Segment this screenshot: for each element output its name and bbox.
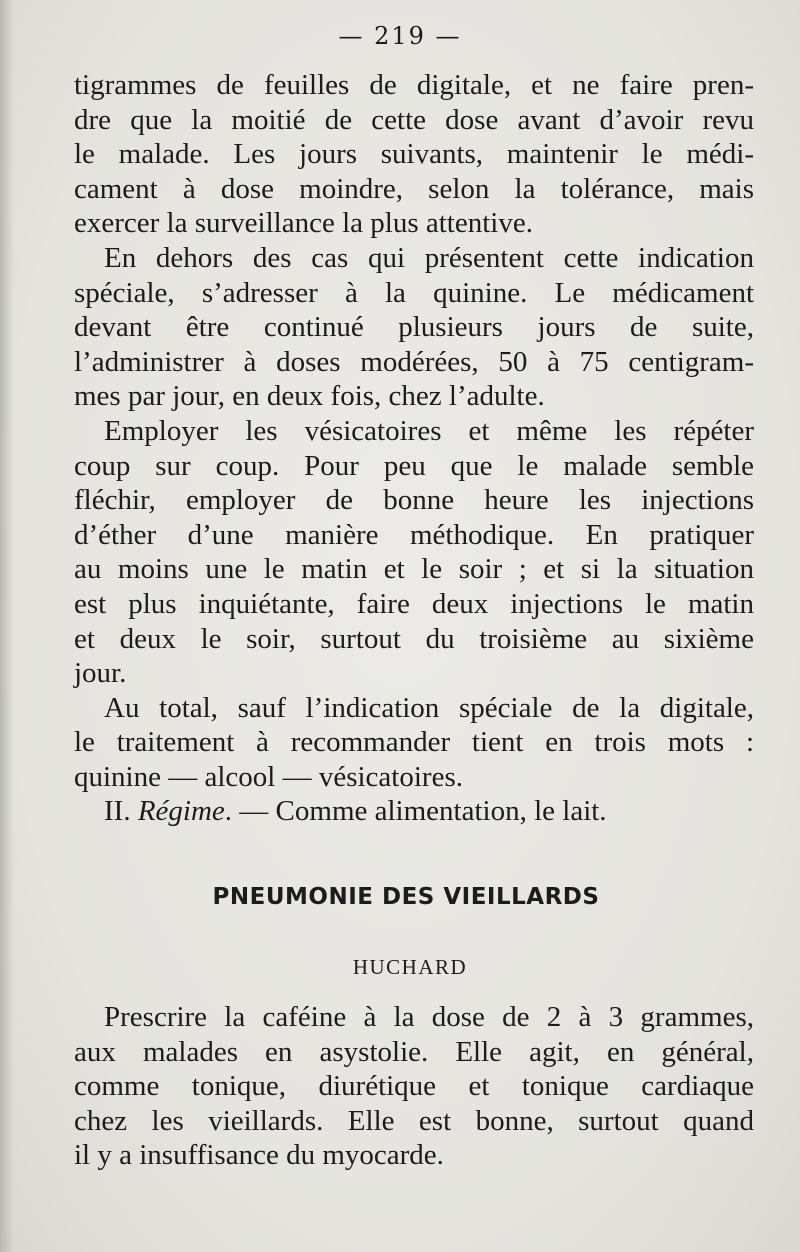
text-line: et deux le soir, surtout du troisième au sixième — [74, 622, 754, 655]
text-line: En dehors des cas qui présentent cette indication — [104, 241, 754, 274]
author-name: HUCHARD — [352, 955, 468, 979]
text-line: coup sur coup. Pour peu que le malade semble — [74, 449, 754, 482]
text-line: au moins une le matin et le soir ; et si la situation — [74, 553, 754, 586]
text-line: tigrammes de feuilles de digitale, et ne faire pren- — [74, 69, 754, 101]
text-line: aux malades en asystolie. Elle agit, en général, — [74, 1035, 754, 1068]
section-title: PNEUMONIE DES VIEILLARDS — [212, 884, 600, 910]
text-block-1 — [74, 68, 754, 829]
text-line: devant être continué plusieurs jours de suite, — [74, 311, 754, 344]
text-line: exercer la surveillance la plus attentive. — [74, 207, 533, 240]
text-line: cament à dose moindre, selon la tolérance, mais — [74, 172, 754, 205]
text-line: l’administrer à doses modérées, 50 à 75 centigram- — [74, 345, 754, 378]
text-line: Employer les vésicatoires et même les répéter — [104, 414, 754, 447]
page-edge-shadow — [0, 0, 14, 1252]
text-line: le malade. Les jours suivants, maintenir le médi- — [74, 138, 754, 171]
page-number: — 219 — — [338, 22, 462, 50]
regime-number: II. — [104, 795, 138, 828]
text-line: comme tonique, diurétique et tonique cardiaque — [74, 1070, 754, 1103]
text-line: il y a insuffisance du myocarde. — [74, 1139, 444, 1172]
text-block-2 — [74, 1000, 754, 1173]
text-line: jour. — [74, 657, 127, 690]
text-line: quinine — alcool — vésicatoires. — [74, 760, 463, 793]
text-line: est plus inquiétante, faire deux injections le matin — [74, 587, 754, 620]
text-line: Au total, sauf l’indication spéciale de la digitale, — [104, 691, 754, 724]
regime-label: Régime — [137, 795, 225, 828]
text-line: spéciale, s’adresser à la quinine. Le médicament — [74, 276, 754, 309]
text-line: d’éther d’une manière méthodique. En pratiquer — [74, 518, 754, 551]
text-line: mes par jour, en deux fois, chez l’adulte. — [74, 380, 545, 413]
regime-text: . — Comme alimentation, le lait. — [224, 795, 607, 828]
text-line: fléchir, employer de bonne heure les injections — [74, 484, 754, 517]
text-line: dre que la moitié de cette dose avant d’avoir revu — [74, 103, 754, 136]
text-line: Prescrire la caféine à la dose de 2 à 3 grammes, — [104, 1001, 754, 1033]
regime-line — [74, 794, 754, 829]
text-line: le traitement à recommander tient en trois mots : — [74, 726, 754, 759]
text-line: chez les vieillards. Elle est bonne, surtout quand — [74, 1104, 754, 1137]
